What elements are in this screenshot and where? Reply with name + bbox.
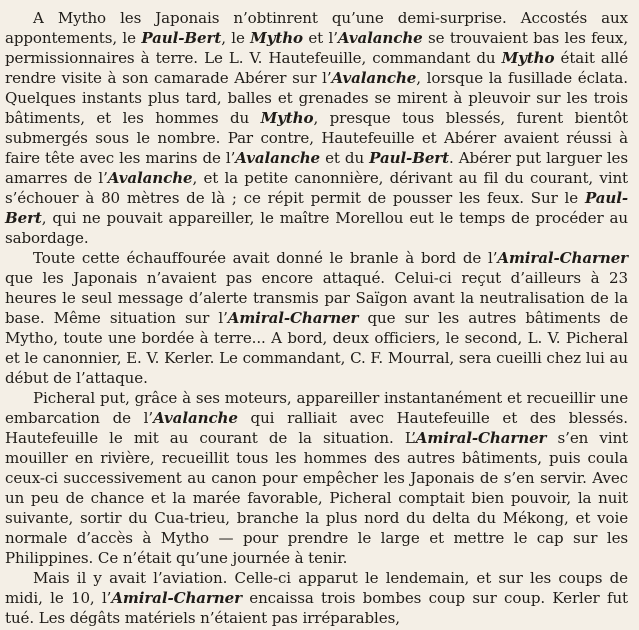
text-run: Mais il y avait l’aviation. Celle-ci apparut le lendemain, et sur les coups de midi, le 10, l’ xyxy=(5,569,628,607)
ship-name: Avalanche xyxy=(153,409,238,427)
text-run: était allé rendre visite à son camarade Abérer sur l’ xyxy=(5,49,629,87)
paragraph-3 xyxy=(5,388,628,568)
ship-name: Mytho xyxy=(260,109,314,127)
ship-name: Avalanche xyxy=(107,169,193,187)
paragraph-2 xyxy=(5,248,628,388)
ship-name: Paul-Bert xyxy=(5,189,628,227)
text-run: , et la petite canonnière, dérivant au fil du courant, vint s’échouer à 80 mètres de là ; ce répit permit de pousser les feux. Sur le xyxy=(5,169,628,207)
ship-name: Amiral-Charner xyxy=(227,309,359,327)
text-run: A Mytho les Japonais n’obtinrent qu’une demi-surprise. Accostés aux appontements, le xyxy=(5,9,628,47)
text-run: , presque tous blessés, furent bientôt submergés sous le nombre. Par contre, Hautefeuille et Abérer avaient réussi à faire tête avec les marins de l’ xyxy=(5,109,628,167)
ship-name: Avalanche xyxy=(331,69,417,87)
ship-name: Mytho xyxy=(501,49,555,67)
text-run: , lorsque la fusillade éclata. Quelques instants plus tard, balles et grenades se mirent à pleuvoir sur les trois bâtiments, et les hommes du xyxy=(5,69,628,127)
text-run: se trouvaient bas les feux, permissionnaires à terre. Le L. V. Hautefeuille, commandant du xyxy=(5,29,629,67)
text-run: s’en vint mouiller en rivière, recueillit tous les hommes des autres bâtiments, puis coula ceux-ci successivement au canon pour empêcher les Japonais de s’en servir. Avec un peu de chance et la marée favorable, Picheral comptait bien pouvoir, la nuit suivante, sortir du Cua-trieu, branche la plus nord du delta du Mékong, et voie normale d’accès à Mytho — pour prendre le large et mettre le cap sur les Philippines. Ce n’était qu’une journée à tenir. xyxy=(5,429,629,567)
text-run: encaissa trois bombes coup sur coup. Kerler fut tué. Les dégâts matériels n’étaient pas irréparables, xyxy=(5,589,628,627)
text-run: Toute cette échauffourée avait donné le branle à bord de l’ xyxy=(33,249,498,267)
ship-name: Amiral-Charner xyxy=(111,589,242,607)
paragraph-1 xyxy=(5,8,628,248)
ship-name: Amiral-Charner xyxy=(497,249,628,267)
body-text xyxy=(5,8,628,628)
ship-name: Avalanche xyxy=(235,149,321,167)
text-run: que sur les autres bâtiments de Mytho, toute une bordée à terre... A bord, deux officiers, le second, L. V. Picheral et le canonnier, E. V. Kerler. Le commandant, C. F. Mourral, sera cueilli chez lui au début de l’attaque. xyxy=(5,309,628,387)
paragraph-4 xyxy=(5,568,628,628)
text-run: , qui ne pouvait appareiller, le maître Morellou eut le temps de procéder au sabordage. xyxy=(5,209,628,247)
text-run: . Abérer put larguer les amarres de l’ xyxy=(5,149,628,187)
text-run: Picheral put, grâce à ses moteurs, appareiller instantanément et recueillir une embarcation de l’ xyxy=(5,389,628,427)
ship-name: Avalanche xyxy=(337,29,423,47)
text-run: et du xyxy=(320,149,370,167)
ship-name: Paul-Bert xyxy=(369,149,449,167)
text-run: qui ralliait avec Hautefeuille et des blessés. Hautefeuille le mit au courant de la situation. L’ xyxy=(5,409,628,447)
ship-name: Amiral-Charner xyxy=(415,429,547,447)
text-run: , le xyxy=(221,29,251,47)
ship-name: Paul-Bert xyxy=(141,29,222,47)
text-run: que les Japonais n’avaient pas encore attaqué. Celui-ci reçut d’ailleurs à 23 heures le seul message d’alerte transmis par Saïgon avant la neutralisation de la base. Même situation sur l’ xyxy=(5,269,628,327)
text-run: et l’ xyxy=(302,29,338,47)
ship-name: Mytho xyxy=(250,29,303,47)
